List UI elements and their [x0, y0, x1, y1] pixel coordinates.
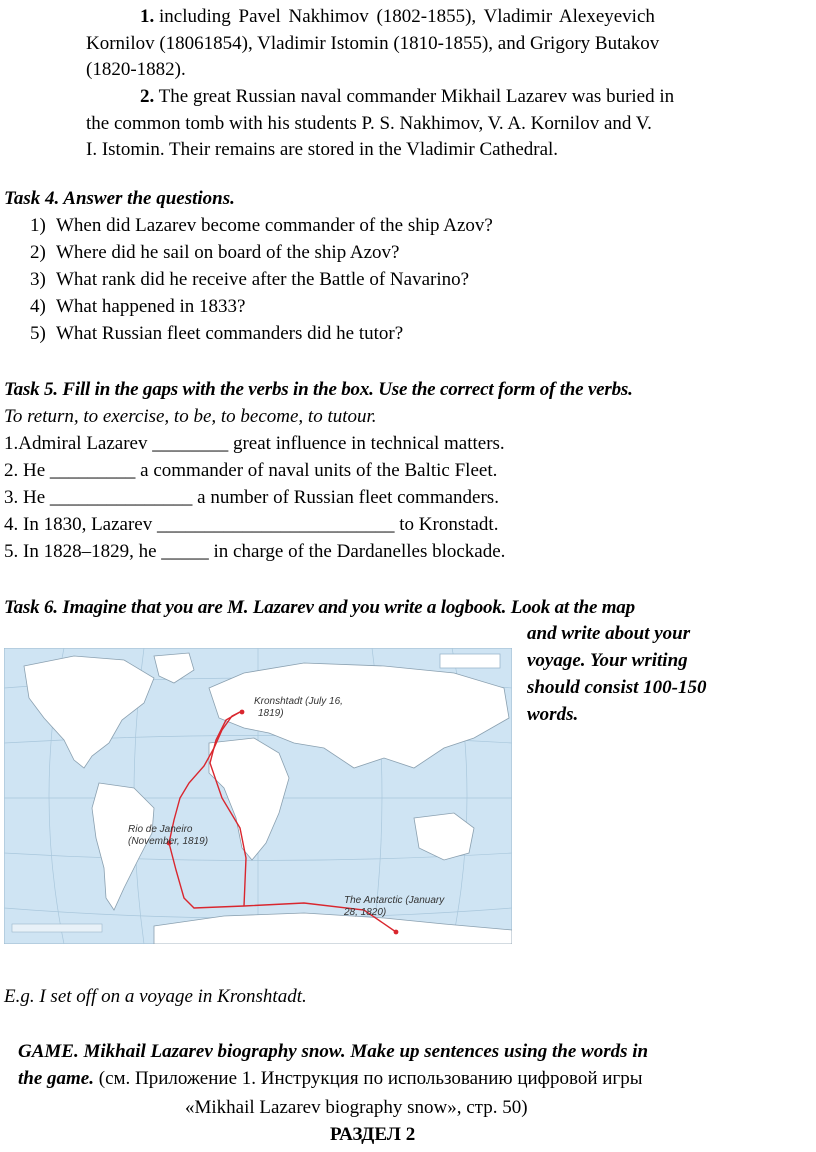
note-2-number: 2. [140, 86, 155, 107]
note-1-line-1 [140, 4, 655, 30]
task6-side-line: voyage. Your writing [527, 650, 688, 671]
note-2-line-1 [140, 84, 674, 110]
note-1-text-a: including Pavel Nakhimov (1802-1855), Vladimir Alexeyevich [159, 6, 655, 27]
note-1-number: 1. [140, 6, 155, 27]
task4-question: 4) What happened in 1833? [30, 296, 246, 317]
label-rio-b: (November, 1819) [128, 836, 209, 847]
label-antarctic-b: 28, 1820) [344, 907, 387, 918]
task6-side-line: words. [527, 704, 579, 725]
note-2-text-a: The great Russian naval commander Mikhail Lazarev was buried in [158, 86, 675, 107]
task6-title: Task 6. Imagine that you are M. Lazarev and you write a logbook. Look at the map [4, 597, 635, 618]
task5-sentence: 1.Admiral Lazarev ________ great influence in technical matters. [4, 433, 505, 454]
task4-title: Task 4. Answer the questions. [4, 188, 235, 209]
section-heading: РАЗДЕЛ 2 [330, 1124, 416, 1145]
antarctic-marker [394, 930, 399, 935]
label-antarctic-a: The Antarctic (January [344, 895, 445, 906]
kronshtadt-marker [240, 710, 245, 715]
task5-sentence: 5. In 1828–1829, he _____ in charge of the Dardanelles blockade. [4, 541, 506, 562]
map-legend-box [440, 654, 500, 668]
note-2-text-b: the common tomb with his students P. S. Nakhimov, V. A. Kornilov and V. [86, 113, 652, 134]
label-kronshtadt-b: 1819) [258, 708, 284, 719]
game-line-3: «Mikhail Lazarev biography snow», стр. 50) [185, 1097, 528, 1118]
game-line-2-rest: (см. Приложение 1. Инструкция по использованию цифровой игры [94, 1068, 643, 1089]
label-kronshtadt-a: Kronshtadt (July 16, [254, 696, 343, 707]
task5-sentence: 4. In 1830, Lazarev _________________________ to Kronstadt. [4, 514, 499, 535]
note-1-text-c: (1820-1882). [86, 59, 186, 80]
voyage-map [4, 648, 512, 944]
note-1-text-b: Kornilov (18061854), Vladimir Istomin (1810-1855), and Grigory Butakov [86, 33, 660, 54]
task6-example: E.g. I set off on a voyage in Kronshtadt. [4, 986, 307, 1007]
task4-question: 1) When did Lazarev become commander of the ship Azov? [30, 215, 493, 236]
label-rio-a: Rio de Janeiro [128, 824, 193, 835]
map-scale-bar [12, 924, 102, 932]
task5-verbs: To return, to exercise, to be, to become, to tutour. [4, 406, 377, 427]
task5-sentence: 3. He _______________ a number of Russian fleet commanders. [4, 487, 499, 508]
task4-question: 2) Where did he sail on board of the ship Azov? [30, 242, 400, 263]
task5-sentence: 2. He _________ a commander of naval units of the Baltic Fleet. [4, 460, 498, 481]
task6-side-line: and write about your [527, 623, 691, 644]
game-line-1: GAME. Mikhail Lazarev biography snow. Make up sentences using the words in [18, 1041, 649, 1062]
game-line-2 [18, 1066, 642, 1092]
task4-question: 3) What rank did he receive after the Battle of Navarino? [30, 269, 470, 290]
game-line-2-bold: the game. [18, 1068, 94, 1089]
note-2-text-c: I. Istomin. Their remains are stored in the Vladimir Cathedral. [86, 139, 559, 160]
task5-title: Task 5. Fill in the gaps with the verbs in the box. Use the correct form of the verbs. [4, 379, 633, 400]
task4-question: 5) What Russian fleet commanders did he tutor? [30, 323, 404, 344]
task6-side-line: should consist 100-150 [527, 677, 707, 698]
